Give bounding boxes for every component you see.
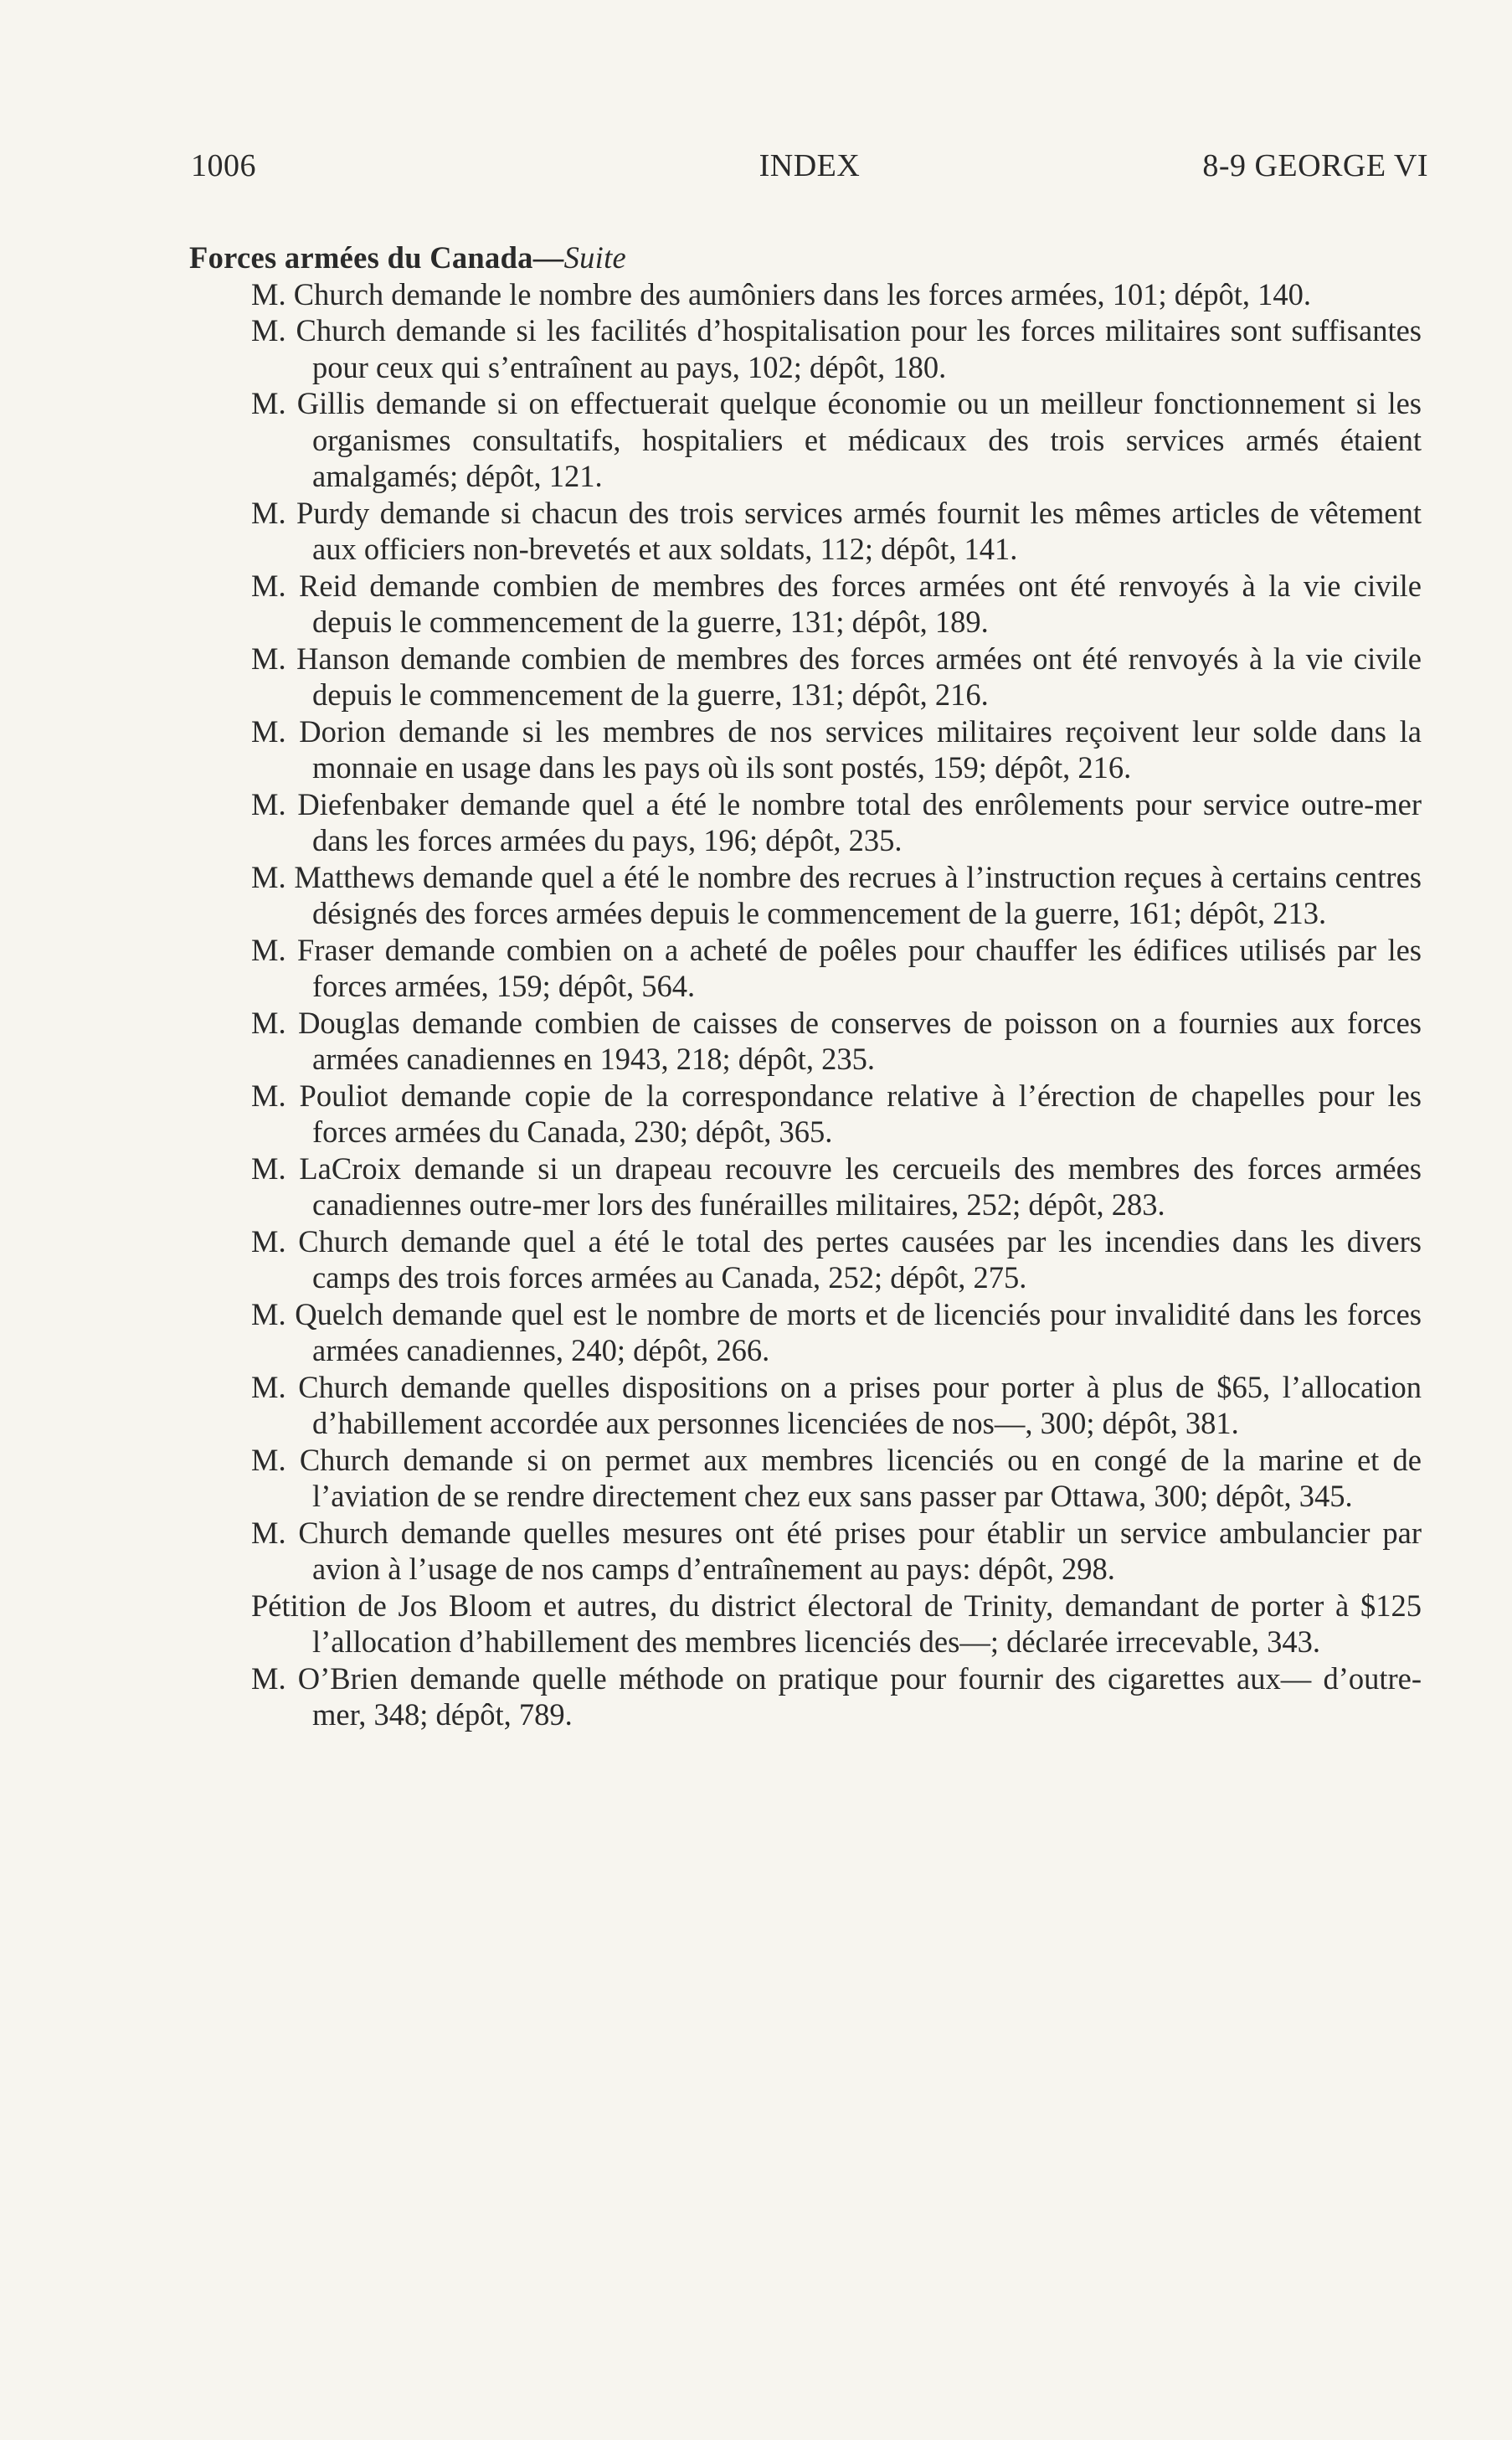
index-entry: M. Hanson demande combien de membres des forces armées ont été renvoyés à la vie civile depuis le commencement de la guerre, 131; dépôt, 216. [251,641,1422,712]
index-entry: M. Douglas demande combien de caisses de conserves de poisson on a fournies aux forces armées canadiennes en 1943, 218; dépôt, 235. [251,1005,1422,1076]
index-entry: Pétition de Jos Bloom et autres, du district électoral de Trinity, demandant de porter à $125 l’allocation d’habillement des membres licenciés des—; déclarée irrecevable, 343. [251,1588,1422,1659]
index-entry: M. Matthews demande quel a été le nombre des recrues à l’instruction reçues à certains centres désignés des forces armées depuis le commencement de la guerre, 161; dépôt, 213. [251,859,1422,930]
index-entry: M. Diefenbaker demande quel a été le nombre total des enrôlements pour service outre-mer dans les forces armées du pays, 196; dépôt, 235. [251,786,1422,857]
section-heading-suite: Suite [563,240,627,275]
index-entry: M. Church demande si on permet aux membres licenciés ou en congé de la marine et de l’aviation de se rendre directement chez eux sans passer par Ottawa, 300; dépôt, 345. [251,1442,1422,1513]
index-entry: M. Church demande quel a été le total des pertes causées par les incendies dans les divers camps des trois forces armées au Canada, 252; dépôt, 275. [251,1223,1422,1295]
index-entry: M. Purdy demande si chacun des trois services armés fournit les mêmes articles de vêtement aux officiers non-brevetés et aux soldats, 112; dépôt, 141. [251,495,1422,566]
index-entry: M. LaCroix demande si un drapeau recouvre les cercueils des membres des forces armées canadiennes outre-mer lors des funérailles militaires, 252; dépôt, 283. [251,1151,1422,1222]
page-number: 1006 [191,148,256,183]
index-entry: M. Church demande quelles mesures ont été prises pour établir un service ambulancier par avion à l’usage de nos camps d’entraînement au pays: dépôt, 298. [251,1515,1422,1586]
index-entry: M. Quelch demande quel est le nombre de morts et de licenciés pour invalidité dans les forces armées canadiennes, 240; dépôt, 266. [251,1296,1422,1367]
index-entry: M. O’Brien demande quelle méthode on pratique pour fournir des cigarettes aux— d’outre-mer, 348; dépôt, 789. [251,1660,1422,1732]
section-heading-text: Forces armées du Canada [189,240,533,275]
section-heading [189,239,1422,276]
regnal-year: 8-9 GEORGE VI [1202,148,1428,183]
index-entry: M. Church demande si les facilités d’hospitalisation pour les forces militaires sont suffisantes pour ceux qui s’entraînent au pays, 102; dépôt, 180. [251,313,1422,384]
index-entry: M. Fraser demande combien on a acheté de poêles pour chauffer les édifices utilisés par les forces armées, 159; dépôt, 564. [251,932,1422,1003]
index-entry: M. Church demande le nombre des aumôniers dans les forces armées, 101; dépôt, 140. [251,276,1312,311]
index-entry: M. Gillis demande si on effectuerait quelque économie ou un meilleur fonctionnement si les organismes consultatifs, hospitaliers et médicaux des trois services armés étaient amalgamés; dépôt, 121. [251,386,1422,493]
index-content [189,239,1422,1733]
running-title: INDEX [759,148,861,183]
index-entry: M. Reid demande combien de membres des forces armées ont été renvoyés à la vie civile depuis le commencement de la guerre, 131; dépôt, 189. [251,568,1422,639]
index-entry: M. Dorion demande si les membres de nos services militaires reçoivent leur solde dans la monnaie en usage dans les pays où ils sont postés, 159; dépôt, 216. [251,713,1422,785]
running-head [191,147,1428,194]
index-entry: M. Church demande quelles dispositions on a prises pour porter à plus de $65, l’allocation d’habillement accordée aux personnes licenciées de nos—, 300; dépôt, 381. [251,1369,1422,1440]
section-heading-dash: — [532,240,564,275]
index-entry: M. Pouliot demande copie de la correspondance relative à l’érection de chapelles pour les forces armées du Canada, 230; dépôt, 365. [251,1078,1422,1149]
